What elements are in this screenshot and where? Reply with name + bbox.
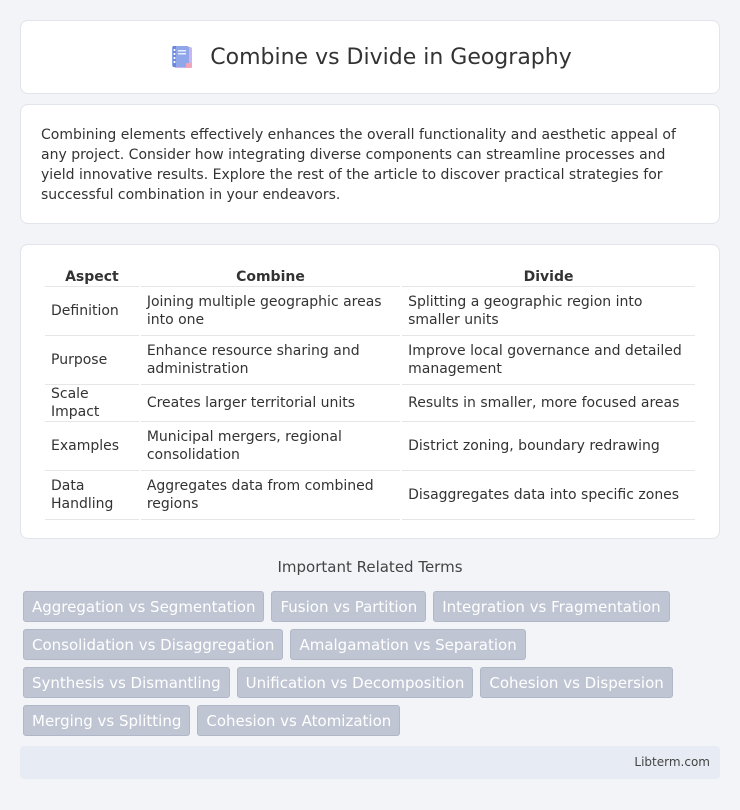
table-row	[45, 336, 695, 385]
table-cell-divide: District zoning, boundary redrawing	[402, 422, 695, 471]
table-cell-aspect: Purpose	[45, 336, 139, 385]
column-header-aspect: Aspect	[45, 265, 139, 287]
table-cell-divide: Splitting a geographic region into smaller units	[402, 287, 695, 336]
footer	[20, 746, 720, 779]
table-cell-combine: Municipal mergers, regional consolidation	[141, 422, 400, 471]
table-row	[45, 287, 695, 336]
related-term-tag[interactable]: Synthesis vs Dismantling	[23, 667, 230, 698]
related-term-tag[interactable]: Fusion vs Partition	[271, 591, 426, 622]
table-row	[45, 471, 695, 520]
table-cell-divide: Results in smaller, more focused areas	[402, 385, 695, 422]
related-term-tag[interactable]: Amalgamation vs Separation	[290, 629, 525, 660]
table-cell-combine: Enhance resource sharing and administration	[141, 336, 400, 385]
comparison-table	[43, 265, 697, 520]
table-cell-combine: Joining multiple geographic areas into one	[141, 287, 400, 336]
footer-site-link[interactable]: Libterm.com	[634, 755, 710, 769]
header-card	[20, 20, 720, 94]
related-term-tag[interactable]: Integration vs Fragmentation	[433, 591, 669, 622]
book-icon	[168, 43, 196, 71]
table-cell-divide: Disaggregates data into specific zones	[402, 471, 695, 520]
intro-text: Combining elements effectively enhances the overall functionality and aesthetic appeal of any project. Consider how integrating diverse components can streamline processes and yield innovative results. Explore the rest of the article to discover practical strategies for successful combination in your endeavors.	[41, 127, 676, 203]
intro-card	[20, 104, 720, 224]
page-title: Combine vs Divide in Geography	[210, 44, 572, 70]
column-header-combine: Combine	[141, 265, 400, 287]
table-cell-aspect: Scale Impact	[45, 385, 139, 422]
related-term-tag[interactable]: Cohesion vs Dispersion	[480, 667, 672, 698]
related-term-tag[interactable]: Merging vs Splitting	[23, 705, 190, 736]
table-cell-combine: Aggregates data from combined regions	[141, 471, 400, 520]
related-term-tag[interactable]: Aggregation vs Segmentation	[23, 591, 264, 622]
table-row	[45, 422, 695, 471]
related-terms-title: Important Related Terms	[277, 558, 463, 576]
related-term-tag[interactable]: Cohesion vs Atomization	[197, 705, 400, 736]
table-row	[45, 385, 695, 422]
table-cell-aspect: Definition	[45, 287, 139, 336]
column-header-divide: Divide	[402, 265, 695, 287]
comparison-table-card	[20, 244, 720, 539]
table-cell-aspect: Examples	[45, 422, 139, 471]
table-cell-divide: Improve local governance and detailed management	[402, 336, 695, 385]
related-term-tag[interactable]: Consolidation vs Disaggregation	[23, 629, 283, 660]
title-wrap	[168, 43, 571, 71]
table-cell-aspect: Data Handling	[45, 471, 139, 520]
table-header-row	[45, 265, 695, 287]
related-terms-tags	[23, 591, 723, 736]
table-cell-combine: Creates larger territorial units	[141, 385, 400, 422]
related-term-tag[interactable]: Unification vs Decomposition	[237, 667, 474, 698]
